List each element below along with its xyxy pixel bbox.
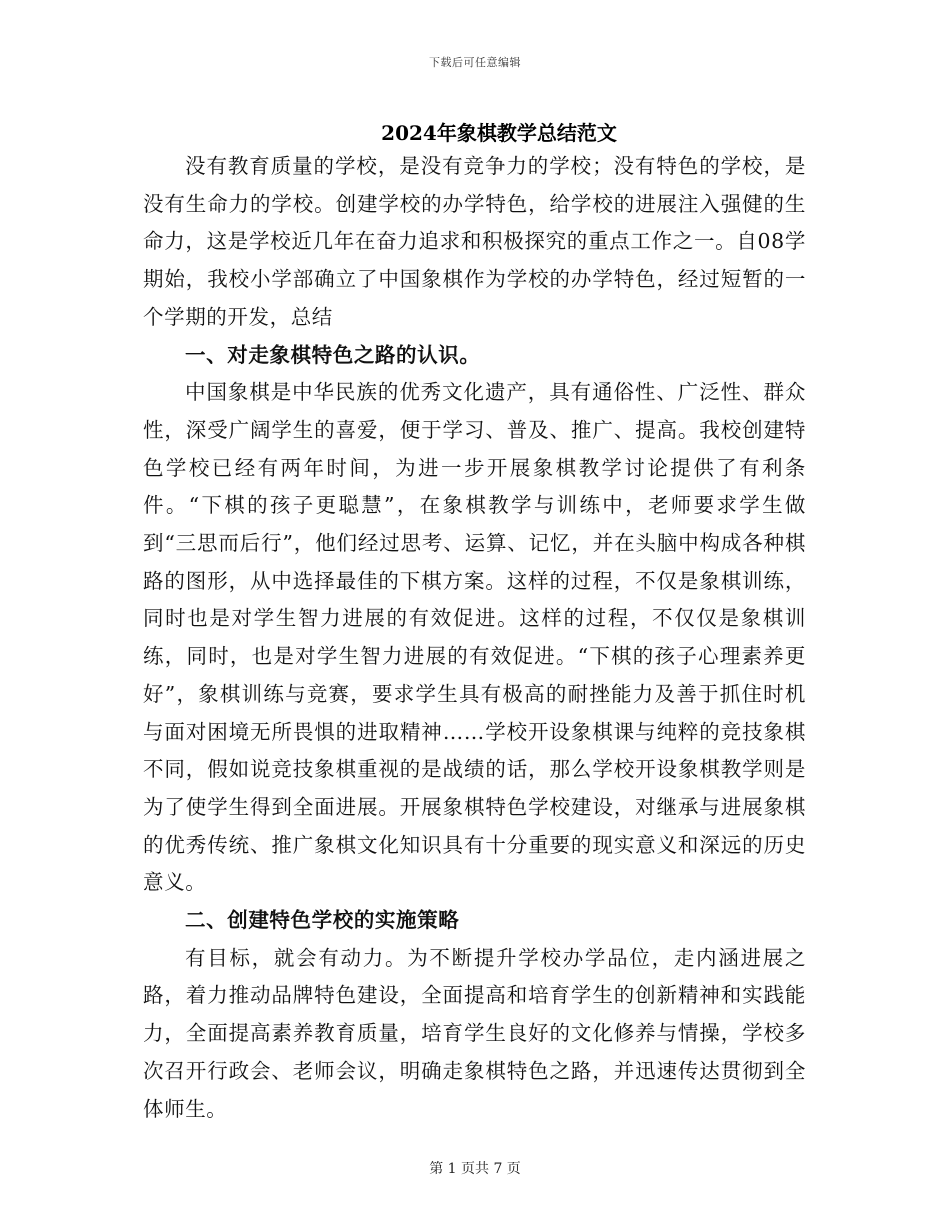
page-number: 第 1 页共 7 页 bbox=[429, 1161, 521, 1177]
paragraph-section-2: 有目标，就会有动力。为不断提升学校办学品位，走内涵进展之路，着力推动品牌特色建设，全面提高和培育学生的创新精神和实践能力，全面提高素养教育质量，培育学生良好的文化修养与情操，学校多次召开行政会、老师会议，明确走象棋特色之路，并迅速传达贯彻到全体师生。 bbox=[143, 945, 806, 1121]
paragraph-section-1: 中国象棋是中华民族的优秀文化遗产，具有通俗性、广泛性、群众性，深受广阔学生的喜爱，便于学习、普及、推广、提高。我校创建特色学校已经有两年时间，为进一步开展象棋教学讨论提供了有利条件。“下棋的孩子更聪慧”，在象棋教学与训练中，老师要求学生做到“三思而后行”，他们经过思考、运算、记忆，并在头脑中构成各种棋路的图形，从中选择最佳的下棋方案。这样的过程，不仅是象棋训练，同时也是对学生智力进展的有效促进。这样的过程，不仅仅是象棋训练，同时，也是对学生智力进展的有效促进。“下棋的孩子心理素养更好”，象棋训练与竞赛，要求学生具有极高的耐挫能力及善于抓住时机与面对困境无所畏惧的进取精神……学校开设象棋课与纯粹的竞技象棋不同，假如说竞技象棋重视的是战绩的话，那么学校开设象棋教学则是为了使学生得到全面进展。开展象棋特色学校建设，对继承与进展象棋的优秀传统、推广象棋文化知识具有十分重要的现实意义和深远的历史意义。 bbox=[143, 380, 806, 895]
document-body bbox=[143, 148, 806, 1128]
document-title: 2024年象棋教学总结范文 bbox=[381, 121, 617, 145]
paragraph-intro: 没有教育质量的学校，是没有竞争力的学校；没有特色的学校，是没有生命力的学校。创建学校的办学特色，给学校的进展注入强健的生命力，这是学校近几年在奋力追求和积极探究的重点工作之一。自08学期始，我校小学部确立了中国象棋作为学校的办学特色，经过短暂的一个学期的开发，总结 bbox=[143, 154, 806, 329]
section-heading-2: 二、创建特色学校的实施策略 bbox=[185, 908, 460, 933]
header-note: 下载后可任意编辑 bbox=[429, 56, 521, 69]
section-heading-1: 一、对走象棋特色之路的认识。 bbox=[185, 342, 481, 367]
